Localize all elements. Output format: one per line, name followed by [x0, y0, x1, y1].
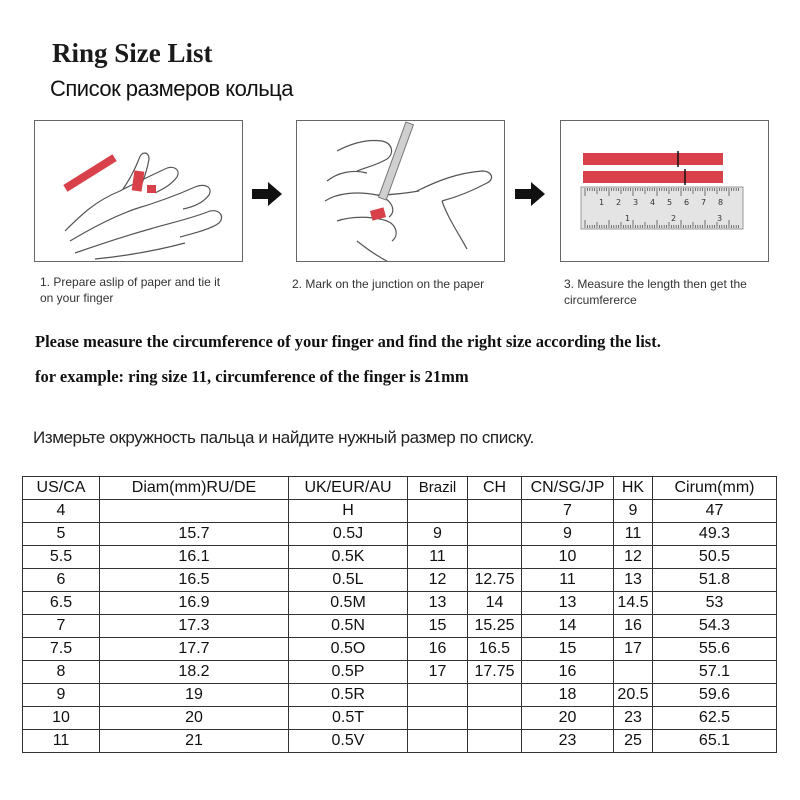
table-cell: 20.5 — [614, 684, 653, 707]
table-cell: 17.7 — [100, 638, 289, 661]
table-cell: 9 — [408, 523, 468, 546]
ring-size-table — [22, 476, 777, 753]
table-cell: 18.2 — [100, 661, 289, 684]
step-3-caption — [564, 276, 747, 308]
table-cell — [468, 707, 522, 730]
table-cell: 14 — [468, 592, 522, 615]
table-row — [23, 615, 777, 638]
table-cell: 55.6 — [653, 638, 777, 661]
table-row — [23, 684, 777, 707]
table-cell: 0.5J — [289, 523, 408, 546]
arrow-right-icon — [515, 182, 545, 211]
table-cell: 53 — [653, 592, 777, 615]
table-cell: 5 — [23, 523, 100, 546]
page-subtitle-ru: Список размеров кольца — [50, 76, 294, 101]
ruler-cm-label: 7 — [701, 198, 707, 207]
column-header: HK — [614, 477, 653, 500]
table-cell: 16.9 — [100, 592, 289, 615]
table-cell: 0.5K — [289, 546, 408, 569]
table-cell — [468, 730, 522, 753]
ruler-cm-label: 2 — [616, 198, 622, 207]
table-cell: 0.5P — [289, 661, 408, 684]
table-cell: 49.3 — [653, 523, 777, 546]
table-cell: 11 — [522, 569, 614, 592]
table-cell: 20 — [522, 707, 614, 730]
table-cell: 15 — [408, 615, 468, 638]
column-header: CN/SG/JP — [522, 477, 614, 500]
table-cell: 10 — [23, 707, 100, 730]
table-cell: 15 — [522, 638, 614, 661]
table-cell: 0.5R — [289, 684, 408, 707]
table-row — [23, 500, 777, 523]
table-cell: 9 — [522, 523, 614, 546]
table-cell: 8 — [23, 661, 100, 684]
table-cell: 54.3 — [653, 615, 777, 638]
ruler-cm-label: 1 — [599, 198, 605, 207]
arrow-right-icon — [252, 182, 282, 211]
table-cell: 0.5V — [289, 730, 408, 753]
table-row — [23, 592, 777, 615]
table-cell: 11 — [23, 730, 100, 753]
table-cell — [468, 523, 522, 546]
table-row — [23, 638, 777, 661]
table-cell: 7 — [522, 500, 614, 523]
table-row — [23, 546, 777, 569]
table-cell: 0.5O — [289, 638, 408, 661]
table-cell — [408, 500, 468, 523]
ruler-cm-label: 4 — [650, 198, 656, 207]
table-cell: 0.5N — [289, 615, 408, 638]
column-header: Brazil — [408, 477, 468, 500]
table-cell: 17 — [408, 661, 468, 684]
step-3-illustration — [560, 120, 769, 262]
table-cell — [408, 730, 468, 753]
table-cell: 4 — [23, 500, 100, 523]
table-cell — [614, 661, 653, 684]
example-text: for example: ring size 11, circumference of the finger is 21mm — [35, 367, 469, 386]
step-1-caption-line1: 1. Prepare aslip of paper and tie it — [40, 275, 221, 289]
table-cell — [468, 684, 522, 707]
table-cell: 16.5 — [468, 638, 522, 661]
table-cell: 11 — [408, 546, 468, 569]
table-cell — [468, 546, 522, 569]
table-cell: 59.6 — [653, 684, 777, 707]
table-cell: 13 — [614, 569, 653, 592]
hand-with-paper-strip-icon — [35, 121, 242, 261]
ruler-cm-label: 6 — [684, 198, 690, 207]
table-cell: 12 — [408, 569, 468, 592]
table-row — [23, 707, 777, 730]
table-cell: 14.5 — [614, 592, 653, 615]
ruler-inch-label: 2 — [671, 214, 677, 223]
ruler-inch-label: 3 — [717, 214, 723, 223]
table-cell: 10 — [522, 546, 614, 569]
instruction-text-ru: Измерьте окружность пальца и найдите нужный размер по списку. — [33, 428, 534, 447]
table-cell: 19 — [100, 684, 289, 707]
ruler-cm-label: 8 — [718, 198, 724, 207]
table-cell: 21 — [100, 730, 289, 753]
table-cell: 6 — [23, 569, 100, 592]
table-cell: 7.5 — [23, 638, 100, 661]
table-cell: 65.1 — [653, 730, 777, 753]
table-cell: 47 — [653, 500, 777, 523]
column-header: UK/EUR/AU — [289, 477, 408, 500]
table-cell: 62.5 — [653, 707, 777, 730]
table-cell: 16 — [614, 615, 653, 638]
table-cell: 20 — [100, 707, 289, 730]
ruler-inch-label: 1 — [625, 214, 631, 223]
table-cell: 16 — [522, 661, 614, 684]
table-cell: 17.75 — [468, 661, 522, 684]
hand-marking-paper-icon — [297, 121, 504, 261]
table-cell: 25 — [614, 730, 653, 753]
table-cell: 16.1 — [100, 546, 289, 569]
table-row — [23, 730, 777, 753]
ruler-cm-label: 3 — [633, 198, 639, 207]
table-cell: 23 — [522, 730, 614, 753]
column-header: US/CA — [23, 477, 100, 500]
table-cell: 0.5M — [289, 592, 408, 615]
table-cell — [408, 684, 468, 707]
table-cell: 5.5 — [23, 546, 100, 569]
strips-on-ruler-icon — [561, 121, 768, 261]
table-cell: 9 — [23, 684, 100, 707]
page-title: Ring Size List — [52, 38, 213, 68]
table-row — [23, 569, 777, 592]
step-1-caption — [40, 274, 220, 306]
table-cell: 9 — [614, 500, 653, 523]
table-cell: 15.7 — [100, 523, 289, 546]
table-row — [23, 661, 777, 684]
step-2-caption-line1: 2. Mark on the junction on the paper — [292, 277, 485, 291]
table-cell: 51.8 — [653, 569, 777, 592]
table-cell — [100, 500, 289, 523]
table-cell: 50.5 — [653, 546, 777, 569]
table-cell — [408, 707, 468, 730]
table-cell: 16.5 — [100, 569, 289, 592]
step-1-illustration — [34, 120, 243, 262]
table-cell: 17 — [614, 638, 653, 661]
table-cell: 18 — [522, 684, 614, 707]
table-cell: 0.5T — [289, 707, 408, 730]
step-1-caption-line2: on your finger — [40, 291, 114, 305]
column-header: CH — [468, 477, 522, 500]
table-cell: 7 — [23, 615, 100, 638]
table-cell: 0.5L — [289, 569, 408, 592]
table-cell: 13 — [522, 592, 614, 615]
column-header: Cirum(mm) — [653, 477, 777, 500]
table-header-row — [23, 477, 777, 500]
table-row — [23, 523, 777, 546]
step-2-caption — [292, 276, 484, 292]
ruler-cm-label: 5 — [667, 198, 673, 207]
table-cell: 11 — [614, 523, 653, 546]
table-cell: 23 — [614, 707, 653, 730]
table-cell: 12.75 — [468, 569, 522, 592]
table-cell — [468, 500, 522, 523]
column-header: Diam(mm)RU/DE — [100, 477, 289, 500]
table-cell: 57.1 — [653, 661, 777, 684]
table-cell: H — [289, 500, 408, 523]
table-cell: 6.5 — [23, 592, 100, 615]
step-3-caption-line2: circumfererce — [564, 293, 637, 307]
table-cell: 14 — [522, 615, 614, 638]
table-cell: 12 — [614, 546, 653, 569]
table-cell: 15.25 — [468, 615, 522, 638]
table-cell: 13 — [408, 592, 468, 615]
step-2-illustration — [296, 120, 505, 262]
table-cell: 17.3 — [100, 615, 289, 638]
instruction-text: Please measure the circumference of your finger and find the right size according the list. — [35, 332, 661, 351]
step-3-caption-line1: 3. Measure the length then get the — [564, 277, 747, 291]
table-cell: 16 — [408, 638, 468, 661]
